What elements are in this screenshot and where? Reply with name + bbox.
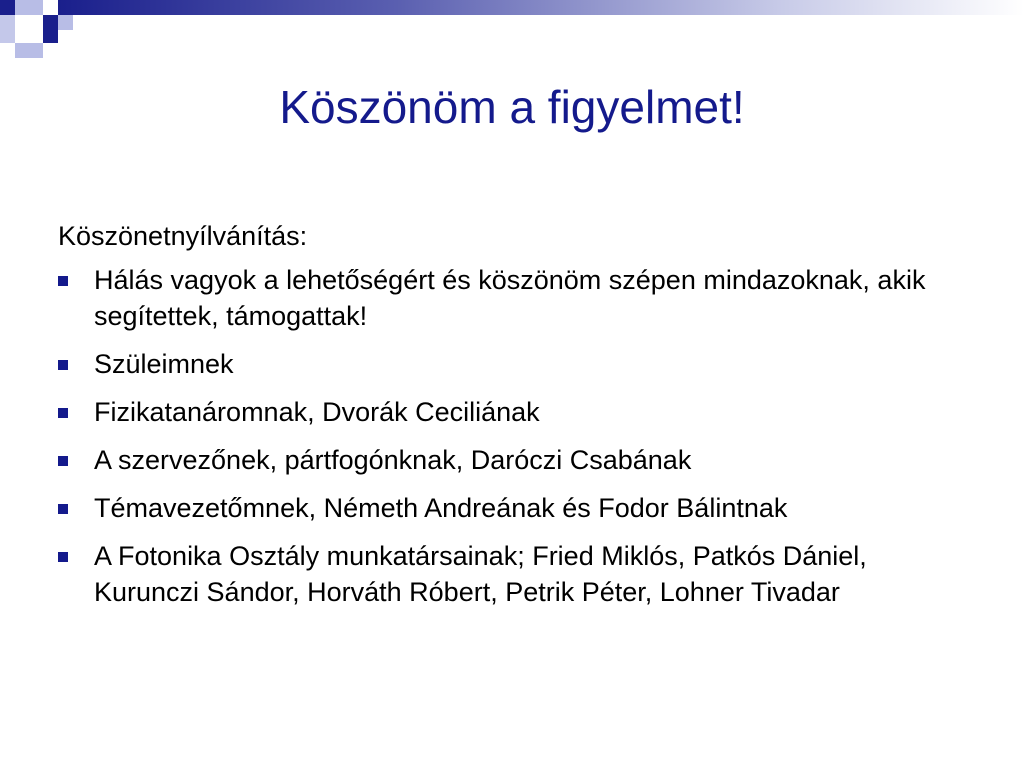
slide-body bbox=[58, 218, 958, 622]
decorative-square bbox=[0, 15, 15, 43]
square-bullet-icon bbox=[58, 456, 68, 466]
square-bullet-icon bbox=[58, 360, 68, 370]
bullet-text: A Fotonika Osztály munkatársainak; Fried Miklós, Patkós Dániel, Kurunczi Sándor, Horváth Róbert, Petrik Péter, Lohner Tivadar bbox=[94, 541, 867, 607]
slide-title: Köszönöm a figyelmet! bbox=[279, 81, 745, 133]
bullet-list bbox=[58, 262, 958, 610]
bullet-item bbox=[58, 394, 958, 430]
bullet-text: Fizikatanáromnak, Dvorák Ceciliának bbox=[94, 397, 540, 427]
bullet-item bbox=[58, 538, 958, 610]
intro-text: Köszönetnyílvánítás: bbox=[58, 221, 308, 251]
bullet-item bbox=[58, 490, 958, 526]
bullet-text: A szervezőnek, pártfogónknak, Daróczi Csabának bbox=[94, 445, 692, 475]
bullet-item bbox=[58, 262, 958, 334]
bullet-text: Témavezetőmnek, Németh Andreának és Fodor Bálintnak bbox=[94, 493, 788, 523]
square-bullet-icon bbox=[58, 408, 68, 418]
bullet-text: Hálás vagyok a lehetőségért és köszönöm szépen mindazoknak, akik segítettek, támogattak! bbox=[94, 265, 926, 331]
decorative-square bbox=[15, 15, 43, 43]
decorative-square bbox=[15, 0, 43, 15]
square-bullet-icon bbox=[58, 276, 68, 286]
decorative-square bbox=[0, 0, 15, 15]
decorative-square bbox=[58, 15, 73, 30]
bullet-item bbox=[58, 346, 958, 382]
decorative-square bbox=[43, 15, 58, 43]
square-bullet-icon bbox=[58, 504, 68, 514]
header-gradient-bar bbox=[58, 0, 1024, 15]
square-bullet-icon bbox=[58, 552, 68, 562]
decorative-square bbox=[15, 43, 43, 58]
bullet-text: Szüleimnek bbox=[94, 349, 234, 379]
bullet-item bbox=[58, 442, 958, 478]
